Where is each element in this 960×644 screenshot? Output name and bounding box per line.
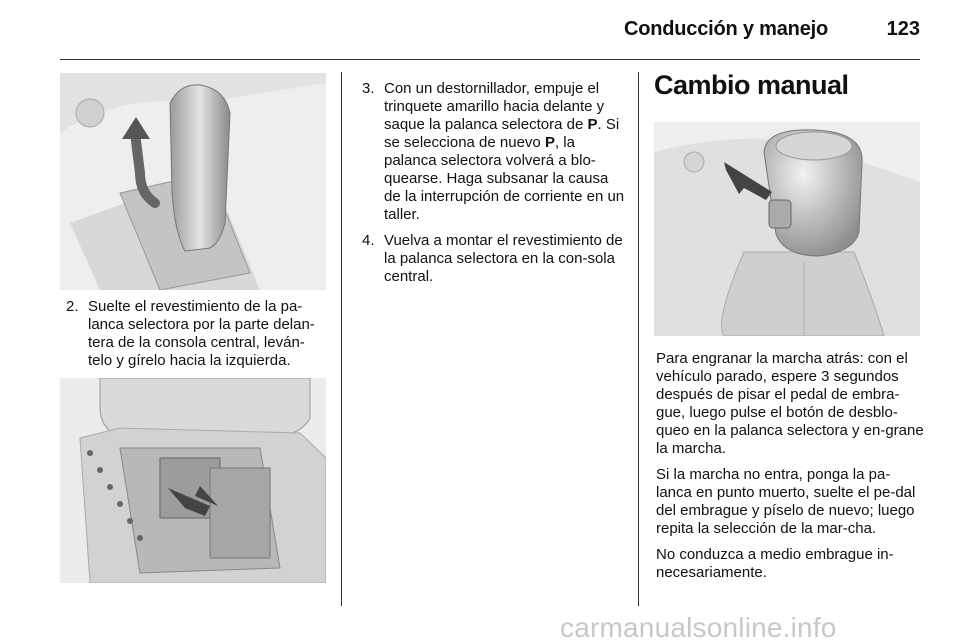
step-3-text-a: Con un destornillador, empuje el trinquete amarillo hacia delante y saque la palanca selectora de [384, 80, 605, 133]
step-4-number: 4. [362, 232, 375, 249]
column-divider-right [638, 72, 639, 606]
steps-3-4 [362, 80, 626, 294]
selector-lever-illustration [60, 73, 326, 290]
step-3-number: 3. [362, 80, 375, 97]
figure-selector-lever [60, 73, 326, 290]
page-number: 123 [886, 18, 920, 40]
step-3-bold-p2: P [544, 134, 555, 151]
header-rule [60, 59, 920, 60]
manual-para-1: Para engranar la marcha atrás: con el vehículo parado, espere 3 segundos después de pisar el pedal de embra-gue, luego pulse el botón de desblo-queo en la palanca selectora y en-grane la marcha. [656, 350, 924, 457]
step-3 [362, 80, 626, 224]
step-3-bold-p1: P [587, 116, 598, 133]
step-3-text-c: , la palanca selectora volverá a blo-quearse. Haga subsanar la causa de la interrupción de corriente en un taller. [384, 134, 625, 223]
step-2-number: 2. [66, 298, 79, 315]
manual-para-2: Si la marcha no entra, ponga la pa-lanca en punto muerto, suelte el pe-dal del embrague y píselo de nuevo; luego repita la selección de la mar-cha. [656, 466, 916, 537]
manual-para-3: No conduzca a medio embrague in-necesariamente. [656, 546, 894, 581]
column-divider-left [341, 72, 342, 606]
watermark: carmanualsonline.info [560, 612, 837, 643]
page-header-title: Conducción y manejo [623, 18, 828, 40]
console-trim-illustration [60, 378, 326, 583]
figure-console-trim [60, 378, 326, 583]
manual-gear-text [656, 350, 926, 590]
section-title: Cambio manual [654, 70, 849, 100]
step-2-text: Suelte el revestimiento de la pa-lanca selectora por la parte delan-tera de la consola central, leván-telo y gírelo hacia la izquierda. [88, 298, 315, 369]
step-2 [66, 298, 328, 378]
figure-manual-gear-knob [654, 122, 920, 336]
step-4 [362, 232, 626, 286]
manual-gear-knob-illustration [654, 122, 920, 336]
step-3-text-b: . Si se selecciona de nuevo [384, 116, 620, 151]
step-4-text: Vuelva a montar el revestimiento de la palanca selectora en la con-sola central. [384, 232, 623, 285]
